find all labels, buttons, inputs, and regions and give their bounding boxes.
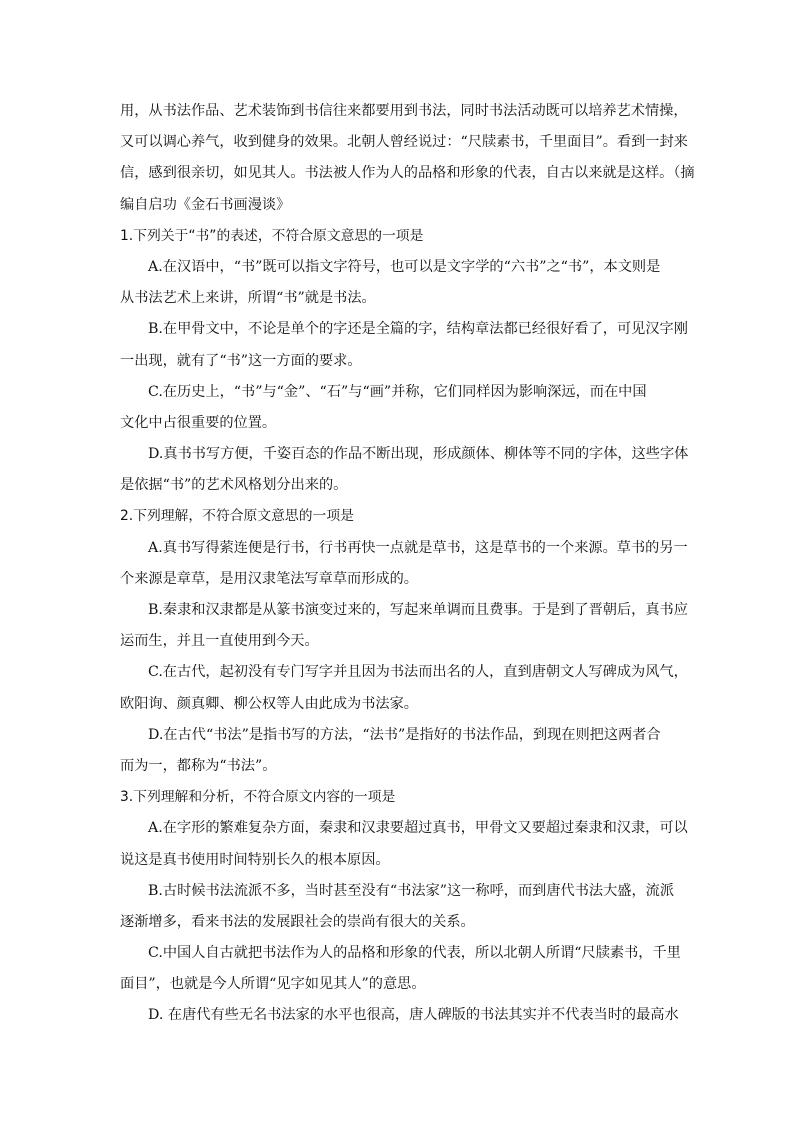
question-3-option-c-cont: 面目”，也就是今人所谓“见字如见其人”的意思。: [120, 976, 426, 993]
question-1-option-c: C.在历史上，“书”与“金”、“石”与“画”并称，它们同样因为影响深远，而在中国: [148, 383, 647, 400]
question-1-option-c-cont: 文化中占很重要的位置。: [120, 414, 277, 431]
question-1-option-d: D.真书书写方便，千姿百态的作品不断出现，形成颜体、柳体等不同的字体，这些字体: [148, 446, 689, 463]
question-2-option-b: B.秦隶和汉隶都是从篆书演变过来的，写起来单调而且费事。于是到了晋朝后，真书应: [148, 602, 688, 618]
question-1-option-d-cont: 是依据“书”的艺术风格划分出来的。: [120, 477, 348, 494]
passage-line: 又可以调心养气，收到健身的效果。北朝人曾经说过：“尺牍素书，千里面目”。看到一封来: [120, 134, 688, 151]
question-2-stem: 2.下列理解，不符合原文意思的一项是: [120, 508, 354, 525]
passage-line: 编自启功《金石书画漫谈》: [120, 196, 291, 213]
question-2-option-a-cont: 个来源是章草，是用汉隶笔法写章草而形成的。: [120, 570, 418, 587]
question-3-option-d: D. 在唐代有些无名书法家的水平也很高，唐人碑版的书法其实并不代表当时的最高水: [148, 1007, 679, 1024]
question-3-option-a: A.在字形的繁难复杂方面，秦隶和汉隶要超过真书，甲骨文又要超过秦隶和汉隶，可以: [148, 820, 688, 837]
question-2-option-b-cont: 运而生，并且一直使用到今天。: [120, 633, 319, 650]
question-3-option-b-cont: 逐渐增多，看来书法的发展跟社会的崇尚有很大的关系。: [120, 913, 475, 930]
question-1-stem: 1.下列关于“书”的表述，不符合原文意思的一项是: [120, 227, 424, 244]
passage-line: 用，从书法作品、艺术装饰到书信往来都要用到书法，同时书法活动既可以培养艺术情操，: [120, 103, 688, 119]
question-2-option-a: A.真书写得萦连便是行书，行书再快一点就是草书，这是草书的一个来源。草书的另一: [148, 539, 688, 556]
question-1-option-a: A.在汉语中，“书”既可以指文字符号，也可以是文字学的“六书”之“书”，本文则是: [148, 258, 661, 275]
question-2-option-d-cont: 而为一，都称为“书法”。: [120, 757, 277, 774]
document-page: [120, 96, 695, 1032]
question-1-option-b-cont: 一出现，就有了“书”这一方面的要求。: [120, 352, 362, 369]
passage-line: 信，感到很亲切，如见其人。书法被人作为人的品格和形象的代表，自古以来就是这样。（摘: [120, 165, 695, 182]
question-2-option-d: D.在古代“书法”是指书写的方法，“法书”是指好的书法作品，到现在则把这两者合: [148, 726, 661, 743]
question-3-option-c: C.中国人自古就把书法作为人的品格和形象的代表，所以北朝人所谓“尺牍素书，千里: [148, 945, 681, 962]
question-1-option-a-cont: 从书法艺术上来讲，所谓“书”就是书法。: [120, 290, 376, 307]
question-3-option-b: B.古时候书法流派不多，当时甚至没有“书法家”这一称呼，而到唐代书法大盛，流派: [148, 882, 675, 899]
question-3-option-a-cont: 说这是真书使用时间特别长久的根本原因。: [120, 851, 390, 868]
question-2-option-c-cont: 欧阳询、颜真卿、柳公权等人由此成为书法家。: [120, 695, 418, 712]
question-3-stem: 3.下列理解和分析，不符合原文内容的一项是: [120, 789, 396, 806]
question-1-option-b: B.在甲骨文中，不论是单个的字还是全篇的字，结构章法都已经很好看了，可见汉字刚: [148, 321, 688, 338]
question-2-option-c: C.在古代，起初没有专门写字并且因为书法而出名的人，直到唐朝文人写碑成为风气，: [148, 664, 688, 681]
